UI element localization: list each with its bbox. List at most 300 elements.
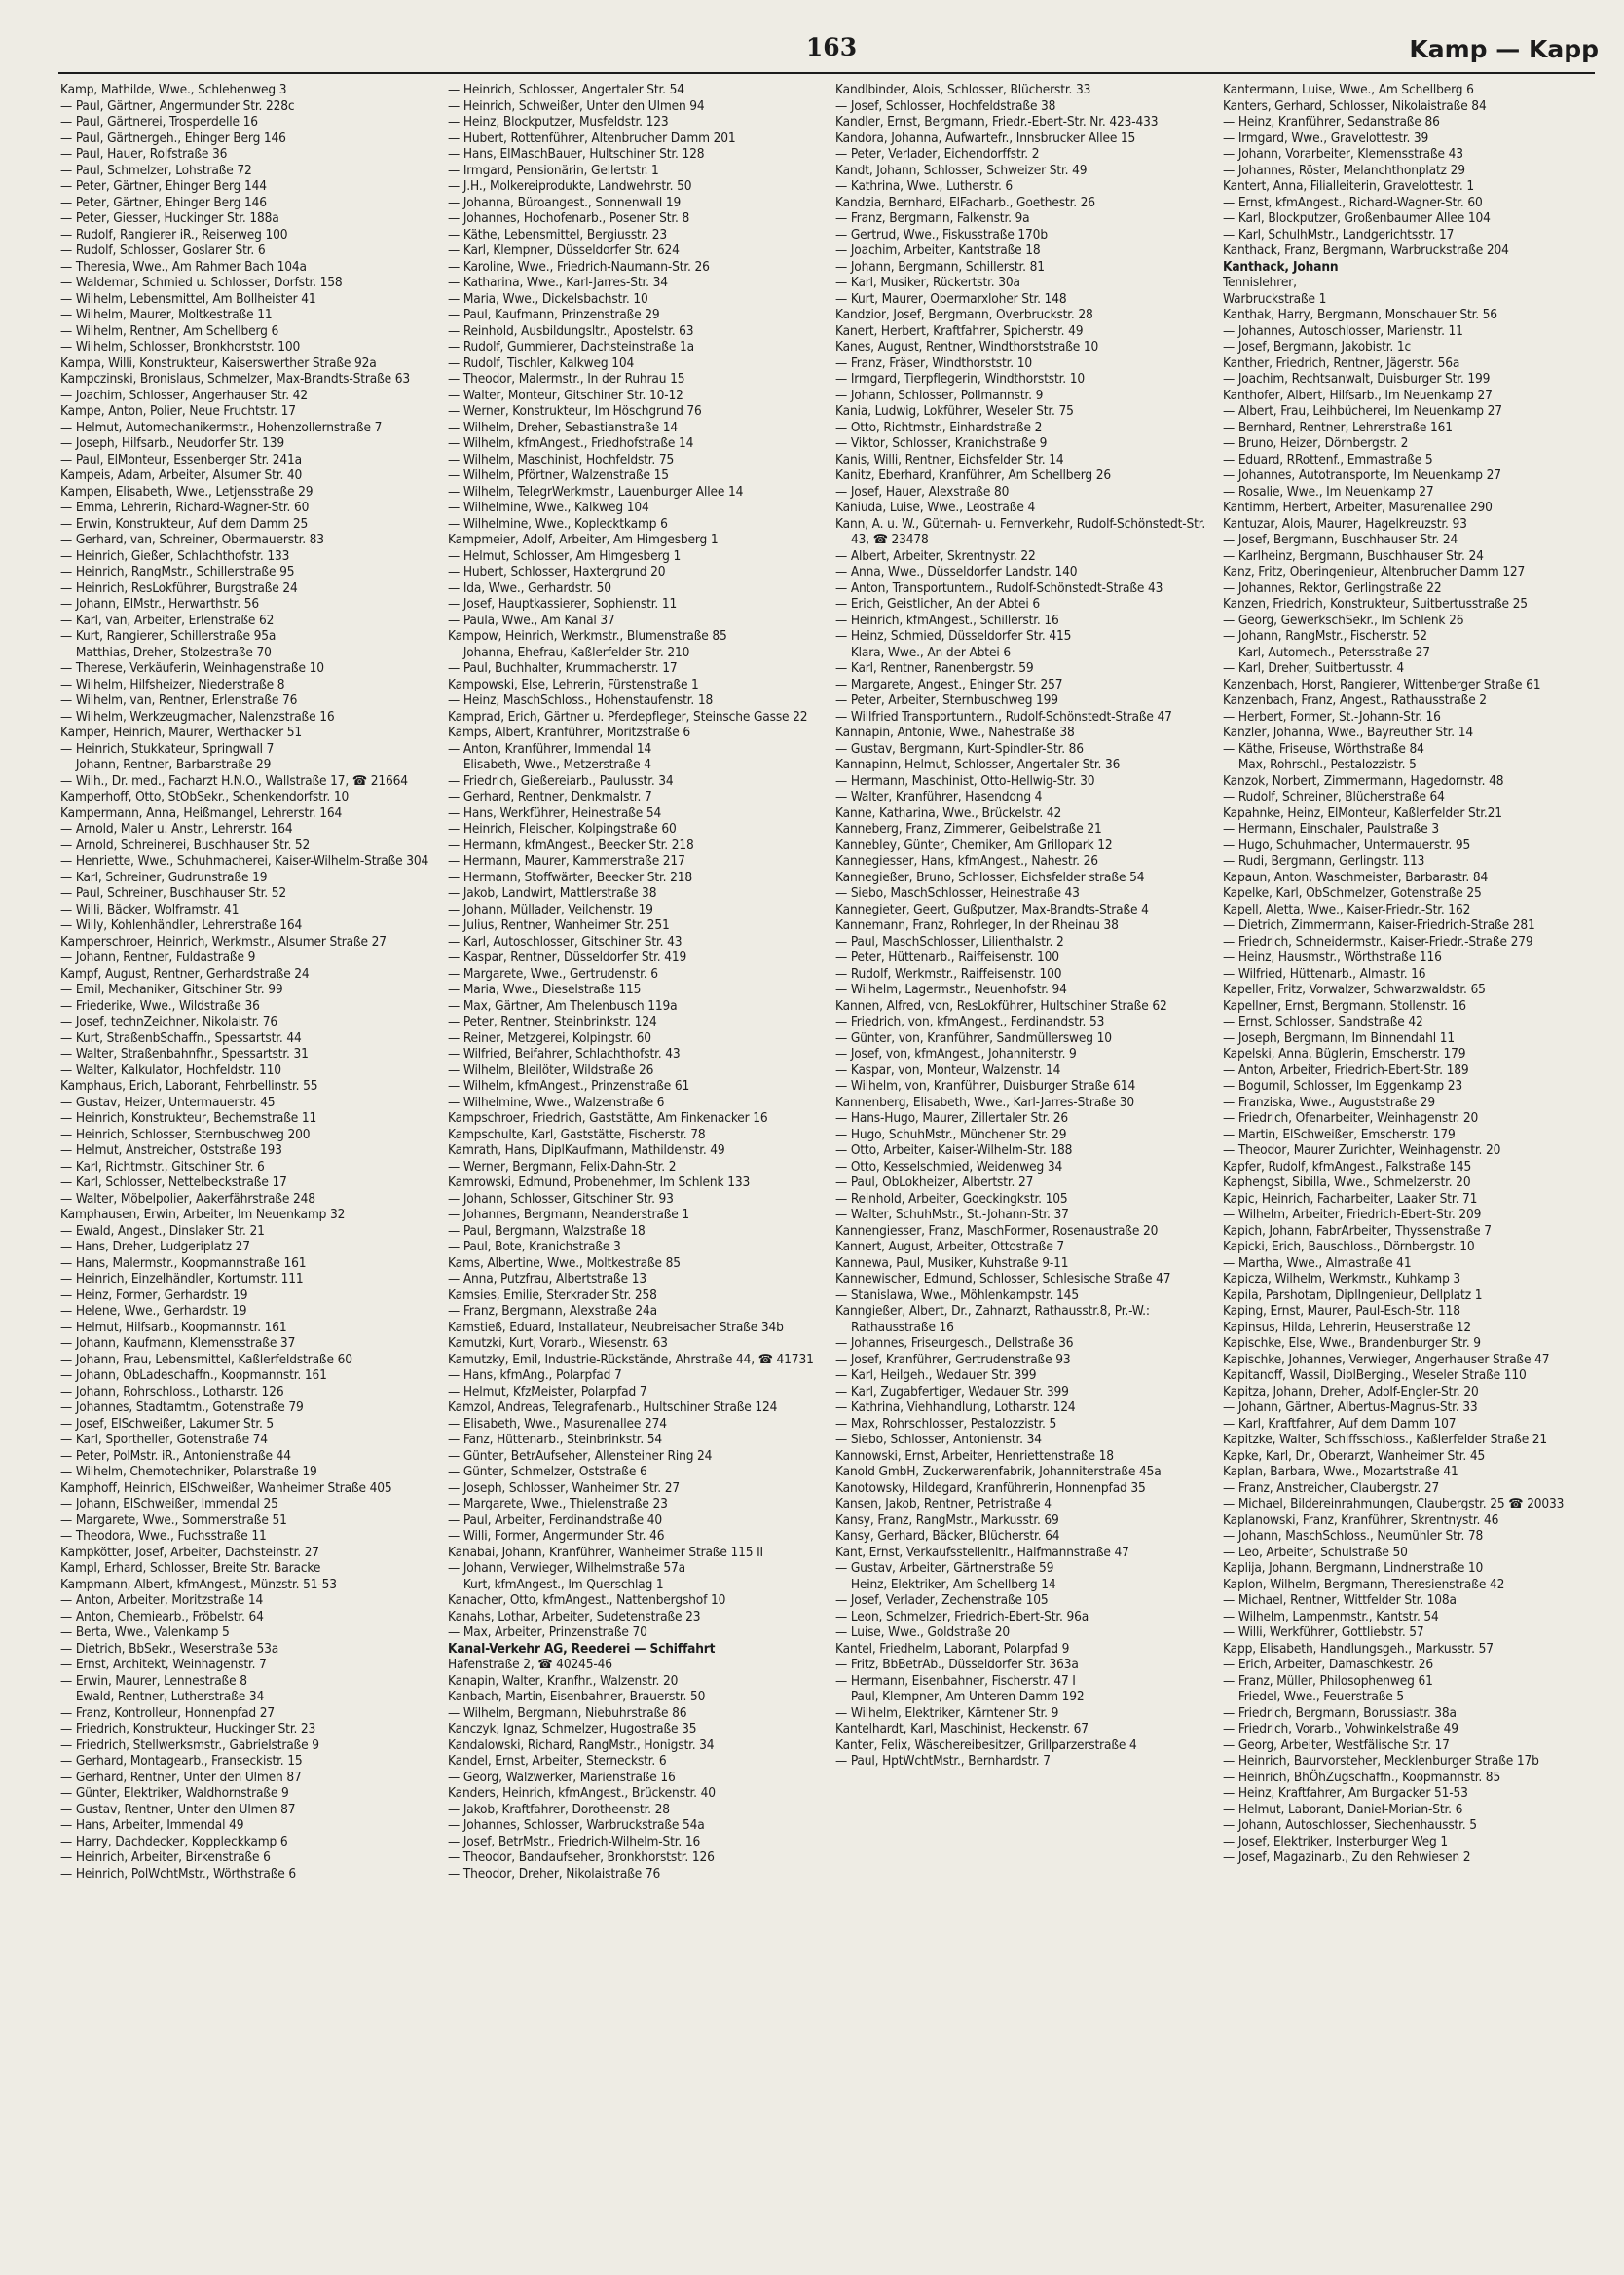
- directory-entry: — Ewald, Angest., Dinslaker Str. 21: [60, 1222, 265, 1239]
- directory-entry: — Theodor, Bandaufseher, Bronkhorststr. 126: [448, 1849, 715, 1865]
- directory-entry: — Josef, Schlosser, Hochfeldstraße 38: [835, 97, 1056, 114]
- directory-entry: — Johann, Autoschlosser, Siechenhausstr. 5: [1223, 1817, 1477, 1833]
- directory-entry: — Paul, HptWchtMstr., Bernhardstr. 7: [835, 1753, 1051, 1769]
- directory-entry: — Margarete, Wwe., Thielenstraße 23: [448, 1496, 668, 1511]
- directory-entry: Kanthack, Franz, Bergmann, Warbruckstraße 204: [1223, 242, 1509, 258]
- directory-entry: — Julius, Rentner, Wanheimer Str. 251: [448, 917, 670, 933]
- directory-entry: Kamsies, Emilie, Sterkrader Str. 258: [448, 1287, 657, 1303]
- directory-entry: — Wilhelm, Lampenmstr., Kantstr. 54: [1223, 1608, 1439, 1624]
- directory-entry: — Johann, Frau, Lebensmittel, Kaßlerfeldstraße 60: [60, 1351, 352, 1367]
- directory-entry: — Henriette, Wwe., Schuhmacherei, Kaiser-Wilhelm-Straße 304: [60, 853, 429, 869]
- directory-entry: — Anna, Putzfrau, Albertstraße 13: [448, 1271, 646, 1287]
- directory-entry: Kapitanoff, Wassil, DiplBerging., Weseler Straße 110: [1223, 1367, 1527, 1383]
- directory-entry: — Rudolf, Schreiner, Blücherstraße 64: [1223, 789, 1445, 804]
- directory-entry: — Johannes, Autotransporte, Im Neuenkamp 27: [1223, 467, 1501, 483]
- directory-entry: Kapelke, Karl, ObSchmelzer, Gotenstraße 25: [1223, 885, 1482, 901]
- directory-entry: — Anton, Chemiearb., Fröbelstr. 64: [60, 1608, 264, 1624]
- directory-entry: — Willi, Former, Angermunder Str. 46: [448, 1528, 665, 1544]
- directory-entry: — Johann, Gärtner, Albertus-Magnus-Str. 33: [1223, 1399, 1478, 1415]
- directory-entry: — Johannes, Hochofenarb., Posener Str. 8: [448, 210, 690, 226]
- directory-entry: Kandel, Ernst, Arbeiter, Sterneckstr. 6: [448, 1753, 667, 1769]
- directory-entry: — Kurt, Maurer, Obermarxloher Str. 148: [835, 290, 1067, 307]
- directory-entry: Kanabai, Johann, Kranführer, Wanheimer Straße 115 II: [448, 1544, 764, 1560]
- directory-entry: — Georg, Walzwerker, Marienstraße 16: [448, 1769, 676, 1785]
- directory-entry: — Karl, Blockputzer, Großenbaumer Allee 104: [1223, 210, 1491, 226]
- directory-entry: — Erwin, Konstrukteur, Auf dem Damm 25: [60, 515, 309, 532]
- directory-entry: — Hermann, kfmAngest., Beecker Str. 218: [448, 837, 694, 853]
- directory-entry: Kandt, Johann, Schlosser, Schweizer Str. 49: [835, 162, 1088, 178]
- directory-entry: — Kurt, Rangierer, Schillerstraße 95a: [60, 628, 277, 644]
- directory-entry: Kanzenbach, Franz, Angest., Rathausstraße 2: [1223, 692, 1487, 708]
- directory-entry: Kapitzke, Walter, Schiffsschloss., Kaßlerfelder Straße 21: [1223, 1432, 1548, 1447]
- directory-entry: — Günter, Elektriker, Waldhornstraße 9: [60, 1785, 289, 1801]
- directory-entry: — Peter, PolMstr. iR., Antonienstraße 44: [60, 1447, 291, 1464]
- directory-entry: — Emma, Lehrerin, Richard-Wagner-Str. 60: [60, 500, 310, 515]
- directory-entry: — Wilhelm, Dreher, Sebastianstraße 14: [448, 419, 678, 435]
- directory-entry: — Wilhelm, van, Rentner, Erlenstraße 76: [60, 692, 298, 708]
- directory-entry: Kamrath, Hans, DiplKaufmann, Mathildenstr. 49: [448, 1142, 725, 1158]
- directory-entry: — Willfried Transportuntern., Rudolf-Schönstedt-Straße 47: [835, 708, 1172, 725]
- directory-entry: Kannengiesser, Franz, MaschFormer, Rosenaustraße 20: [835, 1222, 1159, 1239]
- directory-entry: — Harry, Dachdecker, Koppleckkamp 6: [60, 1833, 288, 1849]
- directory-entry: — Josef, BetrMstr., Friedrich-Wilhelm-Str. 16: [448, 1833, 701, 1849]
- directory-entry: — Wilhelm, kfmAngest., Prinzenstraße 61: [448, 1078, 690, 1094]
- directory-entry: — Johannes, Stadtamtm., Gotenstraße 79: [60, 1399, 304, 1415]
- directory-entry: — Gustav, Rentner, Unter den Ulmen 87: [60, 1801, 296, 1817]
- directory-entry: Kania, Ludwig, Lokführer, Weseler Str. 75: [835, 403, 1074, 419]
- directory-entry: Kapischke, Else, Wwe., Brandenburger Str. 9: [1223, 1335, 1481, 1351]
- directory-entry: — Johann, MaschSchloss., Neumühler Str. 78: [1223, 1528, 1484, 1544]
- page-number: 163: [805, 33, 858, 61]
- directory-columns: [60, 82, 1599, 2263]
- directory-entry: — Heinrich, ResLokführer, Burgstraße 24: [60, 579, 298, 596]
- directory-entry: Kant, Ernst, Verkaufsstellenltr., Halfmannstraße 47: [835, 1544, 1129, 1560]
- directory-entry: — Arnold, Maler u. Anstr., Lehrerstr. 164: [60, 821, 293, 837]
- directory-entry: — Anton, Transportuntern., Rudolf-Schönstedt-Straße 43: [835, 579, 1163, 596]
- directory-entry: — Karl, Musiker, Rückertstr. 30a: [835, 275, 1020, 290]
- directory-entry: — Theodor, Maurer Zurichter, Weinhagenstr. 20: [1223, 1142, 1501, 1158]
- directory-entry: — Hugo, Schuhmacher, Untermauerstr. 95: [1223, 837, 1471, 853]
- directory-entry: — Günter, Schmelzer, Oststraße 6: [448, 1464, 647, 1479]
- directory-entry: — Willy, Kohlenhändler, Lehrerstraße 164: [60, 917, 303, 933]
- directory-entry: — Heinz, Kranführer, Sedanstraße 86: [1223, 114, 1440, 130]
- directory-entry: — Heinz, Schmied, Düsseldorfer Str. 415: [835, 628, 1072, 644]
- directory-entry: — Leo, Arbeiter, Schulstraße 50: [1223, 1544, 1408, 1560]
- directory-entry: Kanthak, Harry, Bergmann, Monschauer Str. 56: [1223, 307, 1497, 322]
- directory-entry: Kanis, Willi, Rentner, Eichsfelder Str. 14: [835, 451, 1064, 467]
- directory-entry: — Rudolf, Rangierer iR., Reiserweg 100: [60, 226, 288, 242]
- directory-entry: Kantuzar, Alois, Maurer, Hagelkreuzstr. 93: [1223, 515, 1467, 532]
- directory-entry: — Heinrich, Fleischer, Kolpingstraße 60: [448, 821, 677, 837]
- directory-entry: Kamutzki, Kurt, Vorarb., Wiesenstr. 63: [448, 1335, 668, 1351]
- directory-entry: Kanotowsky, Hildegard, Kranführerin, Honnenpfad 35: [835, 1479, 1146, 1496]
- directory-entry: — Heinrich, Arbeiter, Birkenstraße 6: [60, 1849, 271, 1865]
- directory-entry: Kanbach, Martin, Eisenbahner, Brauerstr. 50: [448, 1689, 706, 1704]
- directory-entry: — Wilhelm, Lagermstr., Neuenhofstr. 94: [835, 982, 1067, 997]
- directory-entry: — Franz, Bergmann, Falkenstr. 9a: [835, 210, 1030, 226]
- directory-entry: — Wilfried, Hüttenarb., Almastr. 16: [1223, 965, 1426, 982]
- directory-entry: — Franz, Anstreicher, Claubergstr. 27: [1223, 1479, 1440, 1496]
- directory-entry: — Paul, Gärtnerei, Trosperdelle 16: [60, 114, 258, 130]
- directory-entry: — Walter, Monteur, Gitschiner Str. 10-12: [448, 387, 683, 403]
- directory-entry: — Heinrich, BhÖhZugschaffn., Koopmannstr. 85: [1223, 1769, 1501, 1785]
- directory-entry: — Wilhelm, Lebensmittel, Am Bollheister 41: [60, 290, 316, 307]
- directory-entry: — Wilhelm, Hilfsheizer, Niederstraße 8: [60, 676, 285, 692]
- directory-entry: — Josef, Verlader, Zechenstraße 105: [835, 1592, 1049, 1608]
- directory-entry: — Käthe, Lebensmittel, Bergiusstr. 23: [448, 226, 668, 242]
- directory-entry: — Peter, Gärtner, Ehinger Berg 144: [60, 178, 267, 194]
- directory-entry: — Gerhard, van, Schreiner, Obermauerstr. 83: [60, 532, 324, 547]
- directory-entry: Kanthofer, Albert, Hilfsarb., Im Neuenkamp 27: [1223, 387, 1493, 403]
- directory-entry: — Paul, Buchhalter, Krummacherstr. 17: [448, 660, 678, 676]
- directory-entry: — Paul, Klempner, Am Unteren Damm 192: [835, 1689, 1085, 1704]
- directory-entry: — Eduard, RRottenf., Emmastraße 5: [1223, 451, 1433, 467]
- directory-entry: — Johanna, Ehefrau, Kaßlerfelder Str. 210: [448, 644, 690, 660]
- directory-entry: — Heinrich, Schlosser, Angertaler Str. 54: [448, 82, 684, 97]
- directory-entry: — Wilh., Dr. med., Facharzt H.N.O., Wallstraße 17, ☎ 21664: [60, 772, 408, 789]
- directory-entry: Kamprad, Erich, Gärtner u. Pferdepfleger, Steinsche Gasse 22: [448, 708, 808, 725]
- directory-entry: — Hermann, Stoffwärter, Beecker Str. 218: [448, 869, 692, 885]
- directory-entry: — Karl, Automech., Petersstraße 27: [1223, 644, 1430, 660]
- directory-entry: — Herbert, Former, St.-Johann-Str. 16: [1223, 708, 1441, 725]
- directory-entry: — Hans, kfmAng., Polarpfad 7: [448, 1367, 622, 1383]
- directory-entry: Kanapin, Walter, Kranfhr., Walzenstr. 20: [448, 1672, 679, 1689]
- directory-entry: — Bernhard, Rentner, Lehrerstraße 161: [1223, 419, 1453, 435]
- directory-entry: Kanert, Herbert, Kraftfahrer, Spicherstr. 49: [835, 322, 1084, 339]
- directory-entry: — Erich, Arbeiter, Damaschkestr. 26: [1223, 1657, 1434, 1672]
- directory-entry: — Walter, SchuhMstr., St.-Johann-Str. 37: [835, 1207, 1069, 1222]
- directory-entry: Kaplan, Barbara, Wwe., Mozartstraße 41: [1223, 1464, 1458, 1479]
- directory-entry: — Walter, Möbelpolier, Aakerfährstraße 248: [60, 1190, 315, 1207]
- directory-entry: Kampermann, Anna, Heißmangel, Lehrerstr. 164: [60, 804, 343, 821]
- directory-entry: — Karl, SchulhMstr., Landgerichtsstr. 17: [1223, 226, 1455, 242]
- directory-entry: — Georg, Arbeiter, Westfälische Str. 17: [1223, 1736, 1450, 1753]
- directory-entry: Kanters, Gerhard, Schlosser, Nikolaistraße 84: [1223, 97, 1487, 114]
- directory-entry: — Bruno, Heizer, Dörnbergstr. 2: [1223, 435, 1409, 451]
- directory-entry: Kampowski, Else, Lehrerin, Fürstenstraße 1: [448, 676, 699, 692]
- directory-entry: — Karl, Sportheller, Gotenstraße 74: [60, 1432, 268, 1447]
- directory-entry: Kapic, Heinrich, Facharbeiter, Laaker Str. 71: [1223, 1190, 1478, 1207]
- directory-entry: — Anton, Kranführer, Immendal 14: [448, 740, 652, 757]
- page-header: [58, 29, 1605, 68]
- directory-entry: — Ernst, Schlosser, Sandstraße 42: [1223, 1014, 1423, 1029]
- directory-entry: — Helmut, KfzMeister, Polarpfad 7: [448, 1383, 647, 1399]
- directory-entry: — Friedrich, Ofenarbeiter, Weinhagenstr. 20: [1223, 1110, 1479, 1126]
- directory-entry: Kamzol, Andreas, Telegrafenarb., Hultschiner Straße 124: [448, 1399, 778, 1415]
- directory-entry: — Heinrich, Schweißer, Unter den Ulmen 94: [448, 97, 705, 114]
- directory-entry: Kannebley, Günter, Chemiker, Am Grillopark 12: [835, 837, 1113, 853]
- directory-entry: Kampmeier, Adolf, Arbeiter, Am Himgesberg 1: [448, 532, 719, 547]
- directory-entry: Kapicza, Wilhelm, Werkmstr., Kuhkamp 3: [1223, 1271, 1461, 1287]
- directory-entry: — Fanz, Hüttenarb., Steinbrinkstr. 54: [448, 1432, 663, 1447]
- directory-entry: — Josef, Hauer, Alexstraße 80: [835, 483, 1010, 500]
- directory-entry: Kannegießer, Bruno, Schlosser, Eichsfelder straße 54: [835, 869, 1145, 885]
- running-head: Kamp — Kapp: [1409, 35, 1599, 63]
- directory-entry: Kapahnke, Heinz, ElMonteur, Kaßlerfelder Str.21: [1223, 804, 1502, 821]
- directory-entry: — Friedrich, Bergmann, Borussiastr. 38a: [1223, 1704, 1457, 1721]
- directory-entry: — Hans-Hugo, Maurer, Zillertaler Str. 26: [835, 1110, 1069, 1126]
- directory-entry: — Franz, Fräser, Windthorststr. 10: [835, 354, 1032, 371]
- directory-entry: — Wilhelmine, Wwe., Koplecktkamp 6: [448, 515, 668, 532]
- directory-entry: Kamps, Albert, Kranführer, Moritzstraße 6: [448, 725, 690, 740]
- directory-entry: — Joseph, Hilfsarb., Neudorfer Str. 139: [60, 435, 285, 451]
- directory-entry: Kapeller, Fritz, Vorwalzer, Schwarzwaldstr. 65: [1223, 982, 1486, 997]
- directory-entry: Kanzen, Friedrich, Konstrukteur, Suitbertusstraße 25: [1223, 596, 1528, 612]
- directory-entry: Kapfer, Rudolf, kfmAngest., Falkstraße 145: [1223, 1158, 1472, 1175]
- directory-entry: — Paul, Hauer, Rolfstraße 36: [60, 146, 228, 162]
- directory-entry: — Josef, Bergmann, Jakobistr. 1c: [1223, 339, 1412, 354]
- directory-entry: Kapicki, Erich, Bauschloss., Dörnbergstr. 10: [1223, 1239, 1475, 1254]
- directory-entry: — Ewald, Rentner, Lutherstraße 34: [60, 1689, 265, 1704]
- directory-entry: Kapelski, Anna, Büglerin, Emscherstr. 179: [1223, 1046, 1466, 1062]
- directory-entry: — Günter, von, Kranführer, Sandmüllersweg 10: [835, 1029, 1112, 1046]
- directory-entry: — Anna, Wwe., Düsseldorfer Landstr. 140: [835, 564, 1078, 579]
- directory-entry: Kanngießer, Albert, Dr., Zahnarzt, Rathausstr.8, Pr.-W.: Rathausstraße 16: [835, 1303, 1150, 1335]
- directory-entry: — Johann, Schlosser, Gitschiner Str. 93: [448, 1190, 674, 1207]
- directory-entry: — Josef, Bergmann, Buschhauser Str. 24: [1223, 532, 1458, 547]
- directory-entry: — Johann, Müllader, Veilchenstr. 19: [448, 901, 653, 917]
- directory-entry: — Fritz, BbBetrAb., Düsseldorfer Str. 363a: [835, 1657, 1079, 1672]
- directory-entry: — Georg, GewerkschSekr., Im Schlenk 26: [1223, 612, 1464, 628]
- directory-entry: Kansy, Gerhard, Bäcker, Blücherstr. 64: [835, 1528, 1060, 1544]
- directory-entry: — Rosalie, Wwe., Im Neuenkamp 27: [1223, 483, 1434, 500]
- directory-entry: Kandora, Johanna, Aufwartefr., Innsbrucker Allee 15: [835, 130, 1136, 146]
- directory-entry: — Josef, ElSchweißer, Lakumer Str. 5: [60, 1415, 275, 1432]
- directory-entry: — Johannes, Autoschlosser, Marienstr. 11: [1223, 322, 1463, 339]
- directory-entry: — Otto, Arbeiter, Kaiser-Wilhelm-Str. 188: [835, 1142, 1073, 1158]
- directory-entry: — Hans, Dreher, Ludgeriplatz 27: [60, 1239, 250, 1254]
- directory-entry: — Gerhard, Rentner, Unter den Ulmen 87: [60, 1769, 302, 1785]
- directory-entry: — Peter, Rentner, Steinbrinkstr. 124: [448, 1014, 657, 1029]
- directory-entry: — Maria, Wwe., Dieselstraße 115: [448, 982, 642, 997]
- directory-entry: — Josef, Hauptkassierer, Sophienstr. 11: [448, 596, 678, 612]
- directory-entry: Kanther, Friedrich, Rentner, Jägerstr. 56a: [1223, 354, 1460, 371]
- directory-entry: — Max, Arbeiter, Prinzenstraße 70: [448, 1624, 647, 1640]
- directory-entry: — Margarete, Wwe., Gertrudenstr. 6: [448, 965, 658, 982]
- directory-entry: — Anton, Arbeiter, Moritzstraße 14: [60, 1592, 264, 1608]
- directory-entry: — Wilhelm, Maschinist, Hochfeldstr. 75: [448, 451, 675, 467]
- directory-entry: — Matthias, Dreher, Stolzestraße 70: [60, 644, 272, 660]
- directory-entry: — Johann, Bergmann, Schillerstr. 81: [835, 258, 1045, 275]
- directory-entry: — Willi, Bäcker, Wolframstr. 41: [60, 901, 240, 917]
- directory-entry: Kanczyk, Ignaz, Schmelzer, Hugostraße 35: [448, 1721, 697, 1736]
- directory-entry: — Dietrich, BbSekr., Weserstraße 53a: [60, 1640, 279, 1657]
- directory-entry: — Joachim, Rechtsanwalt, Duisburger Str. 199: [1223, 371, 1491, 387]
- directory-entry: — Theodor, Malermstr., In der Ruhrau 15: [448, 371, 685, 387]
- directory-entry: — Jakob, Landwirt, Mattlerstraße 38: [448, 885, 657, 901]
- directory-entry: — Franz, Kontrolleur, Honnenpfad 27: [60, 1704, 276, 1721]
- directory-entry: — Johannes, Friseurgesch., Dellstraße 36: [835, 1335, 1074, 1351]
- directory-entry: Kannegieter, Geert, Gußputzer, Max-Brandts-Straße 4: [835, 901, 1149, 917]
- directory-entry: Kanacher, Otto, kfmAngest., Nattenbergshof 10: [448, 1592, 726, 1608]
- directory-entry: Kaplanowski, Franz, Kranführer, Skrentnystr. 46: [1223, 1511, 1499, 1528]
- directory-entry: — Reinhold, Ausbildungsltr., Apostelstr. 63: [448, 322, 694, 339]
- directory-entry: — Heinrich, kfmAngest., Schillerstr. 16: [835, 612, 1059, 628]
- directory-entry: Kampe, Anton, Polier, Neue Fruchtstr. 17: [60, 403, 296, 419]
- directory-entry: — Heinrich, Einzelhändler, Kortumstr. 111: [60, 1271, 304, 1287]
- directory-entry: — Friedrich, Vorarb., Vohwinkelstraße 49: [1223, 1721, 1458, 1736]
- directory-entry: Kapich, Johann, FabrArbeiter, Thyssenstraße 7: [1223, 1222, 1492, 1239]
- directory-entry: — Heinz, Former, Gerhardstr. 19: [60, 1287, 248, 1303]
- directory-entry: — Siebo, Schlosser, Antonienstr. 34: [835, 1432, 1042, 1447]
- directory-entry: — Irmgard, Tierpflegerin, Windthorststr. 10: [835, 371, 1085, 387]
- directory-entry: — Ida, Wwe., Gerhardstr. 50: [448, 579, 611, 596]
- directory-entry: — Heinrich, RangMstr., Schillerstraße 95: [60, 564, 295, 579]
- directory-entry: — Ernst, kfmAngest., Richard-Wagner-Str. 60: [1223, 194, 1483, 210]
- directory-entry: — Friederike, Wwe., Wildstraße 36: [60, 997, 260, 1014]
- directory-entry: — Theodora, Wwe., Fuchsstraße 11: [60, 1528, 267, 1544]
- directory-entry: — Friedrich, von, kfmAngest., Ferdinandstr. 53: [835, 1014, 1105, 1029]
- directory-entry: — Josef, Magazinarb., Zu den Rehwiesen 2: [1223, 1849, 1471, 1865]
- directory-entry: — Friedrich, Stellwerksmstr., Gabrielstraße 9: [60, 1736, 319, 1753]
- directory-entry: Kandzior, Josef, Bergmann, Overbruckstr. 28: [835, 307, 1093, 322]
- directory-entry: Kamphausen, Erwin, Arbeiter, Im Neuenkamp 32: [60, 1207, 346, 1222]
- directory-entry: Kantert, Anna, Filialleiterin, Gravelottestr. 1: [1223, 178, 1474, 194]
- directory-entry: Kampen, Elisabeth, Wwe., Letjensstraße 29: [60, 483, 314, 500]
- directory-entry: — Karl, Zugabfertiger, Wedauer Str. 399: [835, 1383, 1069, 1399]
- directory-entry: — Emil, Mechaniker, Gitschiner Str. 99: [60, 982, 283, 997]
- directory-entry: — J.H., Molkereiprodukte, Landwehrstr. 50: [448, 178, 692, 194]
- directory-entry: Kannemann, Franz, Rohrleger, In der Rheinau 38: [835, 917, 1119, 933]
- directory-entry: — Peter, Arbeiter, Sternbuschweg 199: [835, 692, 1058, 708]
- directory-entry: — Franz, Bergmann, Alexstraße 24a: [448, 1303, 657, 1319]
- directory-entry: — Max, Rohrschlosser, Pestalozzistr. 5: [835, 1415, 1057, 1432]
- directory-entry: — Johannes, Rektor, Gerlingstraße 22: [1223, 579, 1442, 596]
- directory-entry: Kampschulte, Karl, Gaststätte, Fischerstr. 78: [448, 1126, 706, 1142]
- directory-entry: — Karl, Autoschlosser, Gitschiner Str. 43: [448, 933, 683, 950]
- directory-entry: — Heinz, Kraftfahrer, Am Burgacker 51-53: [1223, 1785, 1468, 1801]
- directory-entry: — Johann, Schlosser, Pollmannstr. 9: [835, 387, 1044, 403]
- directory-entry: Kapinsus, Hilda, Lehrerin, Heuserstraße 12: [1223, 1319, 1471, 1335]
- directory-entry: — Peter, Verlader, Eichendorffstr. 2: [835, 146, 1040, 162]
- directory-entry: — Wilhelm, Bergmann, Niebuhrstraße 86: [448, 1704, 687, 1721]
- directory-entry: Kanzok, Norbert, Zimmermann, Hagedornstr. 48: [1223, 772, 1504, 789]
- directory-entry: — Willi, Werkführer, Gottliebstr. 57: [1223, 1624, 1424, 1640]
- directory-entry: — Gertrud, Wwe., Fiskusstraße 170b: [835, 226, 1048, 242]
- directory-entry: — Gerhard, Montagearb., Franseckistr. 15: [60, 1753, 303, 1769]
- directory-entry: — Heinz, Elektriker, Am Schellberg 14: [835, 1576, 1056, 1592]
- directory-entry: — Rudolf, Werkmstr., Raiffeisenstr. 100: [835, 965, 1062, 982]
- directory-entry: Kampf, August, Rentner, Gerhardstraße 24: [60, 965, 310, 982]
- directory-entry: — Wilhelm, Maurer, Moltkestraße 11: [60, 307, 273, 322]
- directory-entry: — Joseph, Schlosser, Wanheimer Str. 27: [448, 1479, 681, 1496]
- directory-entry: — Elisabeth, Wwe., Metzerstraße 4: [448, 757, 651, 772]
- directory-entry: Kansen, Jakob, Rentner, Petristraße 4: [835, 1496, 1052, 1511]
- directory-entry: — Helmut, Hilfsarb., Koopmannstr. 161: [60, 1319, 287, 1335]
- directory-entry: Kapp, Elisabeth, Handlungsgeh., Markusstr. 57: [1223, 1640, 1494, 1657]
- directory-entry: Kaping, Ernst, Maurer, Paul-Esch-Str. 118: [1223, 1303, 1460, 1319]
- directory-entry: — Peter, Gärtner, Ehinger Berg 146: [60, 194, 267, 210]
- directory-entry: Tennislehrer,: [1223, 275, 1297, 290]
- directory-entry: Kamperschroer, Heinrich, Werkmstr., Alsumer Straße 27: [60, 933, 387, 950]
- directory-entry: — Max, Rohrschl., Pestalozzistr. 5: [1223, 757, 1417, 772]
- directory-entry: Kapellner, Ernst, Bergmann, Stollenstr. 16: [1223, 997, 1466, 1014]
- directory-entry: — Johannes, Schlosser, Warbruckstraße 54a: [448, 1817, 705, 1833]
- directory-entry: — Karl, Schlosser, Nettelbeckstraße 17: [60, 1175, 287, 1190]
- directory-entry: — Wilhelm, Schlosser, Bronkhorststr. 100: [60, 339, 301, 354]
- directory-entry: — Walter, Straßenbahnfhr., Spessartstr. 31: [60, 1046, 309, 1062]
- directory-entry: Kampl, Erhard, Schlosser, Breite Str. Baracke: [60, 1560, 321, 1576]
- directory-entry: Kapaun, Anton, Waschmeister, Barbarastr. 84: [1223, 869, 1489, 885]
- directory-entry: Kannen, Alfred, von, ResLokführer, Hultschiner Straße 62: [835, 997, 1167, 1014]
- directory-entry: Kandalowski, Richard, RangMstr., Honigstr. 34: [448, 1736, 715, 1753]
- directory-entry: — Theresia, Wwe., Am Rahmer Bach 104a: [60, 258, 307, 275]
- directory-entry: — Helmut, Automechanikermstr., Hohenzollernstraße 7: [60, 419, 383, 435]
- directory-entry: Kantelhardt, Karl, Maschinist, Heckenstr. 67: [835, 1721, 1089, 1736]
- directory-entry: — Theodor, Dreher, Nikolaistraße 76: [448, 1865, 661, 1882]
- directory-entry: — Wilhelm, Arbeiter, Friedrich-Ebert-Str. 209: [1223, 1207, 1482, 1222]
- directory-entry: — Paul, Schmelzer, Lohstraße 72: [60, 162, 252, 178]
- directory-entry: Kamphaus, Erich, Laborant, Fehrbellinstr. 55: [60, 1078, 318, 1094]
- directory-entry: — Josef, Elektriker, Insterburger Weg 1: [1223, 1833, 1449, 1849]
- directory-entry: — Paul, Gärtnergeh., Ehinger Berg 146: [60, 130, 286, 146]
- directory-entry: — Gustav, Bergmann, Kurt-Spindler-Str. 86: [835, 740, 1084, 757]
- directory-entry: Kanold GmbH, Zuckerwarenfabrik, Johanniterstraße 45a: [835, 1464, 1162, 1479]
- directory-entry: — Paul, ElMonteur, Essenberger Str. 241a: [60, 451, 303, 467]
- directory-entry: — Reinhold, Arbeiter, Goeckingkstr. 105: [835, 1190, 1068, 1207]
- directory-entry: — Karl, Kraftfahrer, Auf dem Damm 107: [1223, 1415, 1457, 1432]
- directory-entry: — Joseph, Bergmann, Im Binnendahl 11: [1223, 1029, 1455, 1046]
- directory-entry: Kanthack, Johann: [1223, 258, 1339, 275]
- directory-entry: — Anton, Arbeiter, Friedrich-Ebert-Str. 189: [1223, 1062, 1469, 1078]
- directory-entry: — Kurt, kfmAngest., Im Querschlag 1: [448, 1576, 664, 1592]
- directory-entry: — Heinrich, Baurvorsteher, Mecklenburger Straße 17b: [1223, 1753, 1539, 1769]
- directory-entry: — Johann, ObLadeschaffn., Koopmannstr. 161: [60, 1367, 327, 1383]
- directory-entry: Kapila, Parshotam, DiplIngenieur, Dellplatz 1: [1223, 1287, 1483, 1303]
- directory-entry: Kapell, Aletta, Wwe., Kaiser-Friedr.-Str. 162: [1223, 901, 1471, 917]
- directory-entry: — Friedrich, Schneidermstr., Kaiser-Friedr.-Straße 279: [1223, 933, 1533, 950]
- directory-entry: — Heinrich, Konstrukteur, Bechemstraße 11: [60, 1110, 317, 1126]
- directory-entry: — Wilhelm, Pförtner, Walzenstraße 15: [448, 467, 669, 483]
- directory-entry: — Friedrich, Gießereiarb., Paulusstr. 34: [448, 772, 674, 789]
- directory-entry: — Wilhelm, TelegrWerkmstr., Lauenburger Allee 14: [448, 483, 744, 500]
- directory-entry: — Paul, Gärtner, Angermunder Str. 228c: [60, 97, 295, 114]
- directory-entry: — Siebo, MaschSchlosser, Heinestraße 43: [835, 885, 1080, 901]
- directory-entry: — Karl, Dreher, Suitbertusstr. 4: [1223, 660, 1404, 676]
- directory-entry: — Johann, ElMstr., Herwarthstr. 56: [60, 596, 259, 612]
- directory-entry: — Johann, Vorarbeiter, Klemensstraße 43: [1223, 146, 1463, 162]
- directory-entry: — Karl, Rentner, Ranenbergstr. 59: [835, 660, 1034, 676]
- directory-entry: — Reiner, Metzgerei, Kolpingstr. 60: [448, 1029, 651, 1046]
- directory-entry: — Wilhelm, Werkzeugmacher, Nalenzstraße 16: [60, 708, 335, 725]
- directory-entry: — Rudi, Bergmann, Gerlingstr. 113: [1223, 853, 1425, 869]
- directory-entry: — Heinrich, Stukkateur, Springwall 7: [60, 740, 275, 757]
- directory-entry: — Martha, Wwe., Almastraße 41: [1223, 1254, 1412, 1271]
- directory-entry: Kampow, Heinrich, Werkmstr., Blumenstraße 85: [448, 628, 727, 644]
- directory-entry: — Bogumil, Schlosser, Im Eggenkamp 23: [1223, 1078, 1463, 1094]
- directory-entry: — Joachim, Schlosser, Angerhauser Str. 42: [60, 387, 308, 403]
- directory-entry: Kantimm, Herbert, Arbeiter, Masurenallee 290: [1223, 500, 1493, 515]
- directory-entry: — Hermann, Eisenbahner, Fischerstr. 47 I: [835, 1672, 1076, 1689]
- directory-entry: — Joachim, Arbeiter, Kantstraße 18: [835, 242, 1041, 258]
- directory-entry: Kamutzky, Emil, Industrie-Rückstände, Ahrstraße 44, ☎ 41731: [448, 1351, 814, 1367]
- directory-entry: — Paul, Bergmann, Walzstraße 18: [448, 1222, 646, 1239]
- directory-entry: — Rudolf, Tischler, Kalkweg 104: [448, 354, 635, 371]
- directory-entry: — Karl, Heilgeh., Wedauer Str. 399: [835, 1367, 1037, 1383]
- directory-entry: — Heinz, Blockputzer, Musfeldstr. 123: [448, 114, 669, 130]
- directory-entry: Kamrowski, Edmund, Probenehmer, Im Schlenk 133: [448, 1175, 751, 1190]
- directory-entry: — Johann, Rentner, Barbarstraße 29: [60, 757, 272, 772]
- directory-entry: Kansy, Franz, RangMstr., Markusstr. 69: [835, 1511, 1059, 1528]
- directory-entry: — Wilhelm, Rentner, Am Schellberg 6: [60, 322, 279, 339]
- directory-entry: — Otto, Richtmstr., Einhardstraße 2: [835, 419, 1043, 435]
- directory-entry: Kannapinn, Helmut, Schlosser, Angertaler Str. 36: [835, 757, 1121, 772]
- directory-entry: — Elisabeth, Wwe., Masurenallee 274: [448, 1415, 667, 1432]
- directory-entry: — Michael, Bildereinrahmungen, Claubergstr. 25 ☎ 20033: [1223, 1496, 1565, 1511]
- directory-entry: — Johann, Kaufmann, Klemensstraße 37: [60, 1335, 296, 1351]
- directory-entry: — Hubert, Schlosser, Haxtergrund 20: [448, 564, 666, 579]
- directory-entry: — Paul, Bote, Kranichstraße 3: [448, 1239, 621, 1254]
